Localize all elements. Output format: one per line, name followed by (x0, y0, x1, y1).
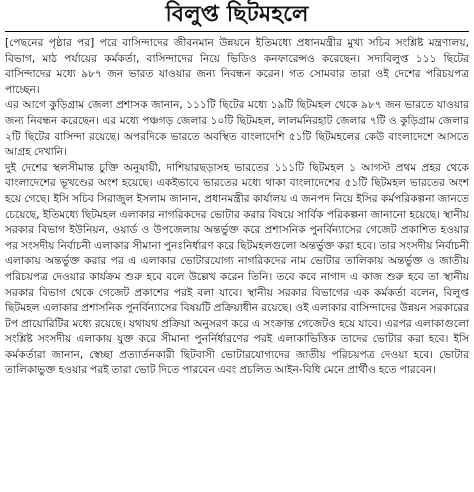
article-body (5, 36, 469, 379)
headline-container (5, 0, 469, 30)
paragraph-1 (5, 36, 469, 98)
headline-divider (5, 31, 469, 32)
paragraph-2 (5, 98, 469, 160)
continuation-kicker: [পেছনের পৃষ্ঠার পর] (5, 37, 95, 49)
headline: বিলুপ্ত ছিটমহলে (165, 2, 309, 27)
paragraph-3 (5, 161, 469, 379)
paragraph-2-text: এর আগে কুড়িগ্রাম জেলা প্রশাসক জানান, ১১১টি ছিটের মধ্যে ১৯টি ছিটমহল থেকে ৯৮৭ জন ভারতে যাওয়ার জন্য নিবন্ধন করেছেন। এর মধ্যে পঞ্চগড় জেলার ১০টি ছিটমহল, লালমনিরহাট জেলার ৭টি ও কুড়িগ্রাম জেলার ২টি ছিটের বাসিন্দা রয়েছে। অপরদিকে ভারতে অবস্থিত বাংলাদেশি ৫১টি ছিটমহলের কেউ বাংলাদেশে আসতে আগ্রহ দেখানি। (5, 99, 469, 159)
paragraph-3-text: দুই দেশের স্থলসীমান্ত চুক্তি অনুযায়ী, দাশিয়ারছড়াসহ ভারতের ১১১টি ছিটমহল ১ আগস্ট প্রথম প্রহর থেকে বাংলাদেশের ভূখণ্ডের অংশ হয়েছে। একইভাবে ভারতের মধ্যে থাকা বাংলাদেশের ৫১টি ছিটমহল ভারতের অংশ হয়ে গেছে। ইসি সচিব সিরাজুল ইসলাম জানান, প্রধানমন্ত্রীর কার্যালয় এ জনপদ নিয়ে ইসির কর্মপরিকল্পনা জানতে চেয়েছে, ইতিমধ্যে ছিটমহল এলাকার নাগরিকদের ভোটার করার বিষয়ে সার্বিক পরিকল্পনা জানানো হয়েছে। স্থানীয় সরকার বিভাগ ইউনিয়ন, ওয়ার্ড ও উপজেলায় অন্তর্ভুক্ত করে প্রশাসনিক পুনর্বিন্যাসের গেজেট প্রকাশিত হওয়ার পর সংসদীয় নির্বাচনী এলাকার সীমানা পুনঃনির্ধারণ করে ছিটমহলগুলো অন্তর্ভুক্ত করা হবে। তার সংসদীয় নির্বাচনী এলাকায় অন্তর্ভুক্ত করার পর এ এলাকার ভোটারযোগ্য নাগরিকদের নাম ভোটার তালিকায় অন্তর্ভুক্ত ও জাতীয় পরিচয়পত্র দেওয়ার কার্যক্রম শুরু হবে বলে উল্লেখ করেন তিনি। তবে কবে নাগাদ এ কাজ শুরু হবে তা স্থানীয় সরকার বিভাগ থেকে গেজেট প্রকাশের পরই বলা যাবে। স্থানীয় সরকার বিভাগের এক কর্মকর্তা বলেন, বিলুপ্ত ছিটমহল এলাকার প্রশাসনিক পুনর্বিন্যাসের বিষয়টি প্রক্রিয়াধীন রয়েছে। ওই এলাকার বাসিন্দাদের উন্নয়ন সরকারের টপ প্রায়োরিটির মধ্যে রয়েছে। যথাযথ প্রক্রিয়া অনুসরণ করে এ সংক্রান্ত গেজেটও হয়ে যাবে। এরপর এলাকাগুলো সংশ্লিষ্ট সংসদীয় এলাকায় যুক্ত করে সীমানা পুনর্নির্ধারণের পরই এলাকাভিত্তিক তাদের ভোটার করা হবে। ইসি কর্মকর্তারা জানান, স্বেচ্ছা প্রত্যার্তনকারী ছিটবাসী ভোটারযোগ্যদের জাতীয় পরিচয়পত্র দেওয়া হবে। ভোটার তালিকাভুক্ত হওয়ার পরই তারা ভোট দিতে পারবেন এবং প্রচলিত আইন-বিধি মেনে প্রার্থীও হতে পারবেন। (5, 161, 469, 377)
paragraph-1-text: পরে বাসিন্দাদের জীবনমান উন্নয়নে ইতিমধ্যে প্রধানমন্ত্রীর মুখ্য সচিব সংশ্লিষ্ট মন্ত্রণালয়, বিভাগ, মাঠ পর্যায়ের কর্মকর্তা, বাসিন্দাদের নিয়ে ভিডিও কনফারেন্সও করেছেন। সদ্যবিলুপ্ত ১১১ ছিটের বাসিন্দাদের মধ্যে ৯৮৭ জন ভারত যাওয়ার জন্য নিবন্ধন করেন। গত সোমবার তারা ওই দেশের পরিচয়পত্র পাচ্ছেন। (5, 37, 470, 96)
